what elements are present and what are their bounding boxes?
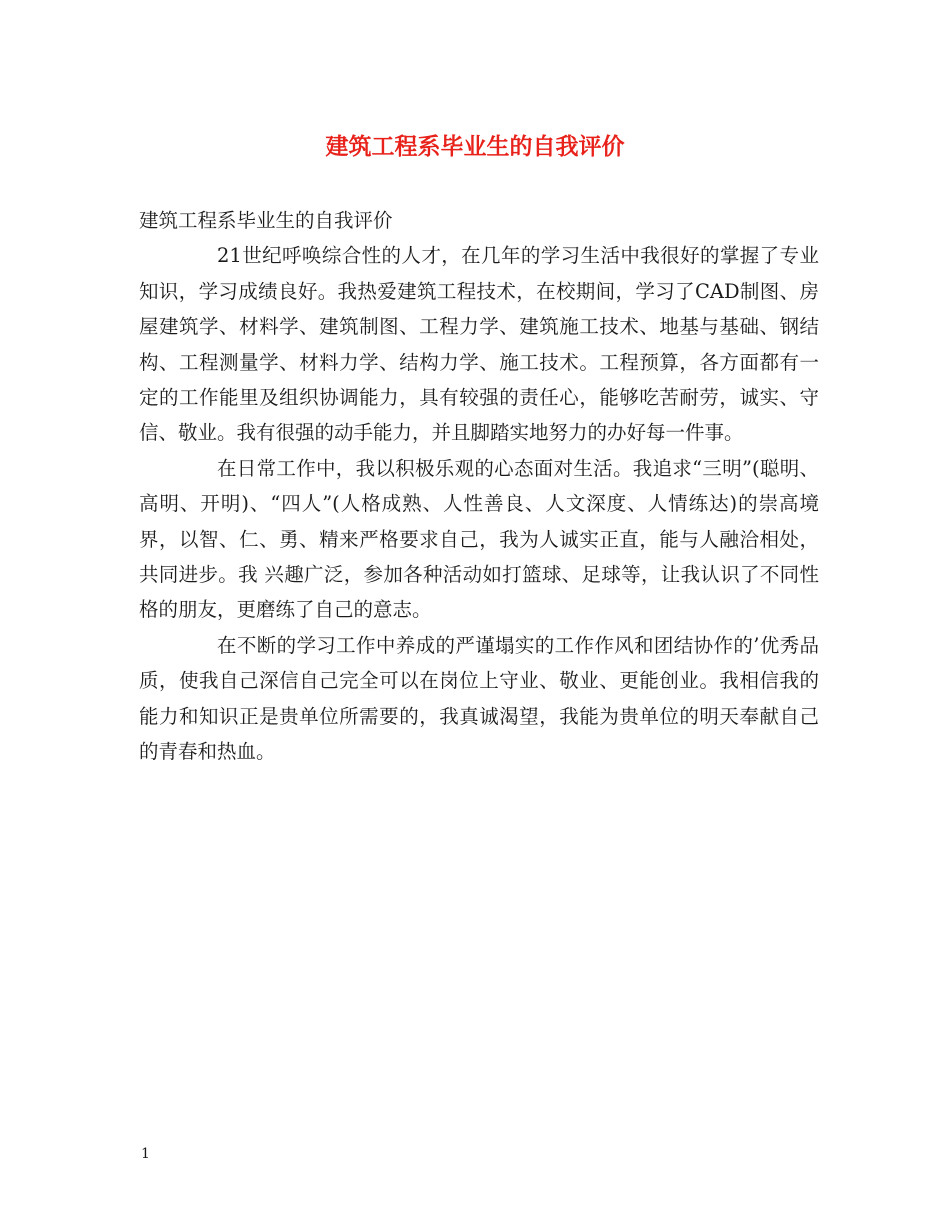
document-heading: 建筑工程系毕业生的自我评价 — [139, 209, 393, 232]
document-title: 建筑工程系毕业生的自我评价 — [325, 133, 625, 160]
document-body — [139, 203, 819, 770]
paragraph-1: 21世纪呼唤综合性的人才，在几年的学习生活中我很好的掌握了专业知识，学习成绩良好。我热爱建筑工程技术，在校期间，学习了CAD制图、房屋建筑学、材料学、建筑制图、工程力学、建筑施工技术、地基与基础、钢结构、工程测量学、材料力学、结构力学、施工技术。工程预算，各方面都有一定的工作能里及组织协调能力，具有较强的责任心，能够吃苦耐劳，诚实、守信、敬业。我有很强的动手能力，并且脚踏实地努力的办好每一件事。 — [139, 244, 819, 445]
paragraph-3: 在不断的学习工作中养成的严谨塌实的工作作风和团结协作的’优秀品质，使我自己深信自己完全可以在岗位上守业、敬业、更能创业。我相信我的能力和知识正是贵单位所需要的，我真诚渴望，我能为贵单位的明天奉献自己的青春和热血。 — [139, 633, 819, 764]
paragraph-2: 在日常工作中，我以积极乐观的心态面对生活。我追求“三明”(聪明、高明、开明)、“四人”(人格成熟、人性善良、人文深度、人情练达)的崇高境界，以智、仁、勇、精来严格要求自己，我为人诚实正直，能与人融洽相处，共同进步。我 兴趣广泛，参加各种活动如打篮球、足球等，让我认识了不同性格的朋友，更磨练了自己的意志。 — [139, 456, 819, 622]
page-number: 1 — [141, 1146, 150, 1162]
